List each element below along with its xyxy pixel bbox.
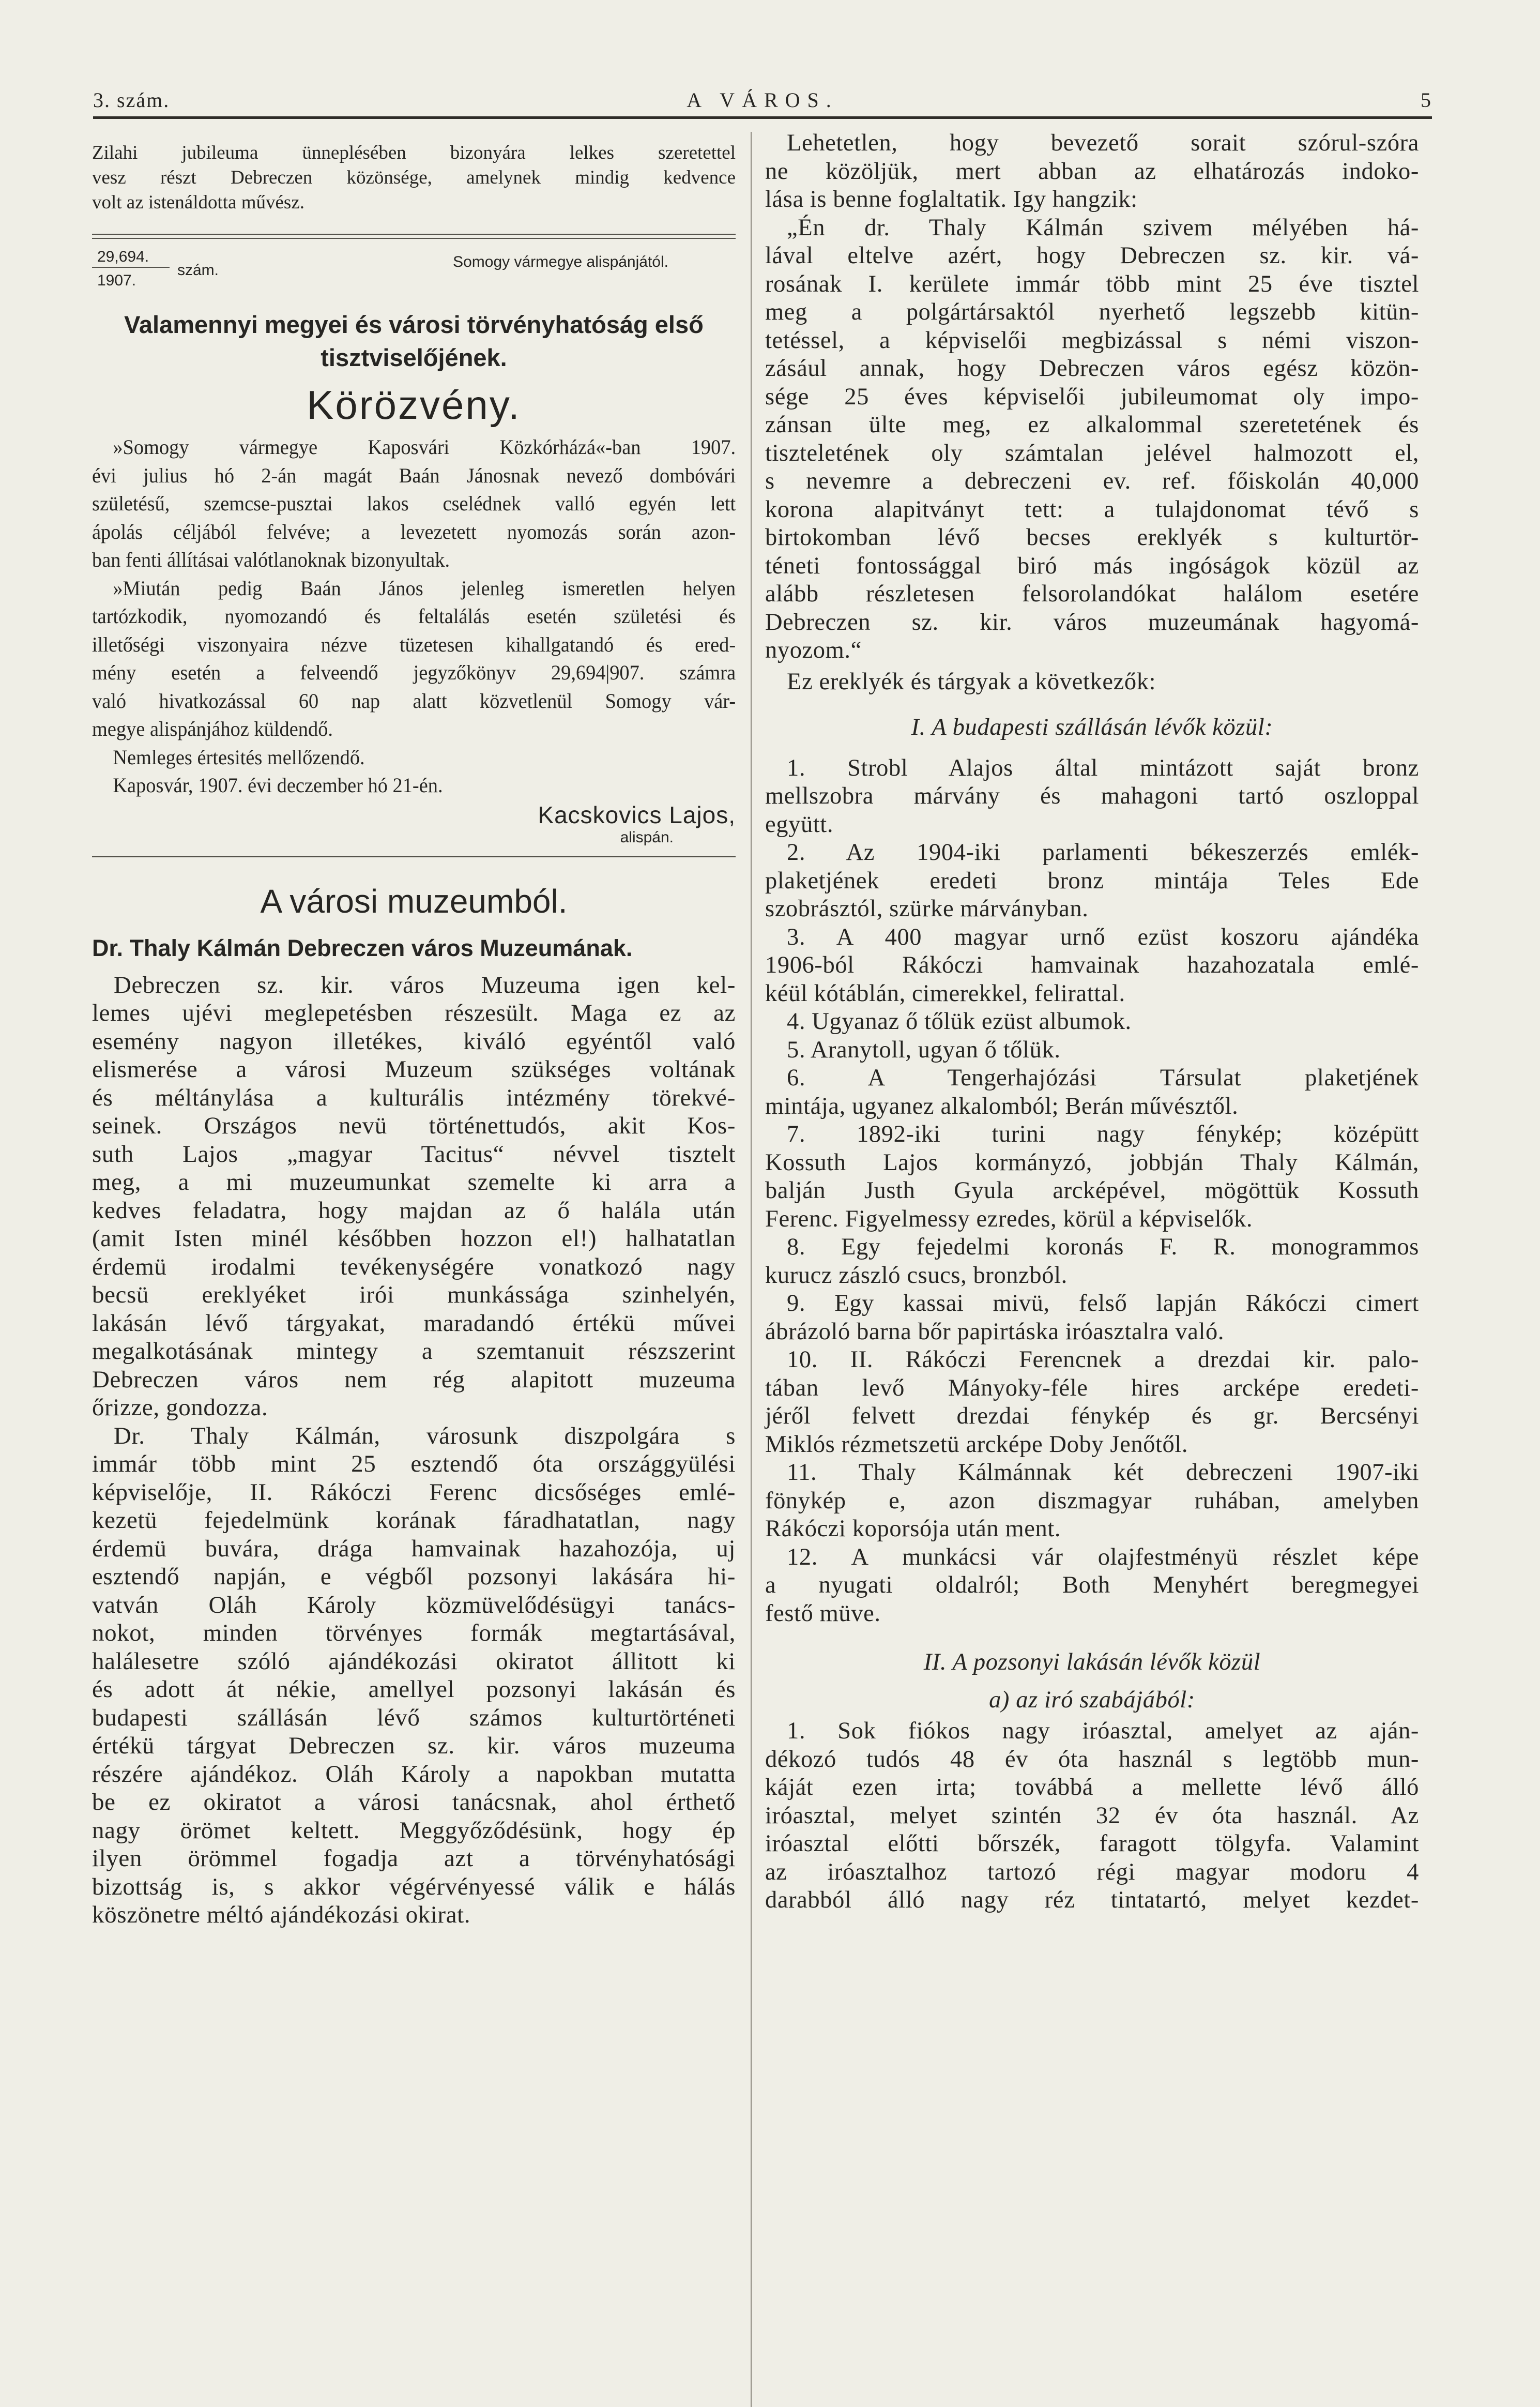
text-line: volt az istenáldotta művész. bbox=[92, 192, 304, 213]
list-item-line: 9. Egy kassai mivü, felső lapján Rákóczi cimert bbox=[787, 1290, 1419, 1316]
text-line: megalkotásának mintegy a szemtanuit részszerint bbox=[92, 1338, 736, 1365]
text-line: elismerése a városi Muzeum szükséges voltának bbox=[92, 1056, 736, 1083]
text-line: lása is benne foglaltatik. Igy hangzik: bbox=[765, 186, 1138, 213]
list-item-line: kéül kótáblán, cimerekkel, felirattal. bbox=[765, 980, 1125, 1007]
list-item-line: darabból álló nagy réz tintatartó, melyet kezdet- bbox=[765, 1887, 1419, 1913]
page-number: 5 bbox=[1421, 88, 1432, 112]
text-line: tartózkodik, nyomozandó és feltalálás esetén születési és bbox=[92, 604, 736, 628]
text-line: seinek. Országos nevü történettudós, akit Kos- bbox=[92, 1112, 736, 1139]
text-line: suth Lajos „magyar Tacitus“ névvel tisztelt bbox=[92, 1140, 736, 1168]
list-item-line: szobrásztól, szürke márványban. bbox=[765, 896, 1089, 922]
text-line: megye alispánjához küldendő. bbox=[92, 717, 333, 740]
list-item-line: iróasztal előtti bőrszék, faragott tölgyfa. Valamint bbox=[765, 1830, 1419, 1857]
text-line: birtokomban lévő becses ereklyék s kulturtör- bbox=[765, 524, 1419, 551]
list-item-line: 1906-ból Rákóczi hamvainak hazahozatala emlé- bbox=[765, 952, 1419, 978]
text-line: és méltánylása a kulturális intézmény törekvé- bbox=[92, 1084, 736, 1111]
section-2-heading: II. A pozsonyi lakásán lévők közül bbox=[923, 1649, 1261, 1675]
items-list-2 bbox=[765, 1717, 1419, 1915]
list-item-line: dékozó tudós 48 év óta használ s legtöbb mun- bbox=[765, 1746, 1419, 1773]
list-item-line: jéről felvett drezdai fénykép és gr. Bercsényi bbox=[765, 1403, 1419, 1429]
text-line: ban fenti állításai valótlanoknak bizonyultak. bbox=[92, 548, 450, 571]
header-rule bbox=[93, 116, 1432, 119]
text-line: Dr. Thaly Kálmán, városunk diszpolgára s bbox=[114, 1422, 736, 1449]
text-line: érdemü buvára, drága hamvainak hazahozója, uj bbox=[92, 1535, 736, 1562]
text-line: zánsan ülte meg, ez alkalommal szeretetének és bbox=[765, 412, 1419, 438]
newspaper-title: A VÁROS. bbox=[687, 88, 838, 112]
ref-fraction-line bbox=[92, 267, 170, 268]
text-line: vesz részt Debreczen közönsége, amelynek mindig kedvence bbox=[92, 167, 736, 188]
list-item-line: Rákóczi koporsója után ment. bbox=[765, 1516, 1061, 1542]
text-line: ne közöljük, mert abban az elhatározás indoko- bbox=[765, 158, 1419, 185]
text-line: Debreczen sz. kir. város muzeumának hagyomá- bbox=[765, 609, 1419, 635]
text-line: s nevemre a debreczeni ev. ref. főiskolán 40,000 bbox=[765, 468, 1419, 494]
text-line: tisztviselőjének. bbox=[321, 344, 507, 371]
text-line: Lehetetlen, hogy bevezető sorait szórul-szóra bbox=[787, 130, 1419, 156]
text-line: mény esetén a felveendő jegyzőkönyv 29,694|907. számra bbox=[92, 661, 736, 684]
list-item-line: 8. Egy fejedelmi koronás F. R. monogrammos bbox=[787, 1234, 1419, 1260]
text-line: (amit Isten minél későbben hozzon el!) halhatatlan bbox=[92, 1225, 736, 1252]
text-line: Zilahi jubileuma ünneplésében bizonyára lelkes szeretettel bbox=[92, 142, 736, 163]
text-line: ápolás céljából felvéve; a levezetett nyomozás során azon- bbox=[92, 520, 736, 543]
text-line: köszönetre méltó ajándékozási okirat. bbox=[92, 1901, 471, 1928]
list-item-line: mellszobra márvány és mahagoni tartó oszloppal bbox=[765, 783, 1419, 809]
column-divider bbox=[751, 132, 752, 2407]
issue-number: 3. szám. bbox=[93, 88, 170, 112]
list-item-line: ábrázoló barna bőr papirtáska iróasztalra való. bbox=[765, 1318, 1225, 1345]
text-line: esemény nagyon illetékes, kiváló egyéntől való bbox=[92, 1027, 736, 1055]
text-line: lával eltelve azért, hogy Debreczen sz. kir. vá- bbox=[765, 243, 1419, 269]
circular-address bbox=[92, 308, 736, 374]
list-item-line: Kossuth Lajos kormányzó, jobbján Thaly Kálmán, bbox=[765, 1149, 1419, 1176]
list-item-line: 12. A munkácsi vár olajfestményü részlet képe bbox=[787, 1543, 1419, 1570]
text-line: lakásán lévő tárgyakat, maradandó értékü művei bbox=[92, 1309, 736, 1337]
text-line: tetéssel, a képviselői megbizással s némi viszon- bbox=[765, 327, 1419, 354]
text-line: értékü tárgyat Debreczen sz. kir. város muzeuma bbox=[92, 1732, 736, 1759]
text-line: érdemü irodalmi tevékenységére vonatkozó nagy bbox=[92, 1253, 736, 1280]
article-body bbox=[92, 971, 736, 1929]
text-line: sége 25 éves képviselői jubileumomat oly impo- bbox=[765, 383, 1419, 410]
article-subtitle: Dr. Thaly Kálmán Debreczen város Muzeumának. bbox=[92, 934, 633, 961]
list-item-line: 11. Thaly Kálmánnak két debreczeni 1907-iki bbox=[787, 1459, 1419, 1486]
zilahi-paragraph bbox=[92, 141, 736, 215]
intro-paragraph bbox=[765, 129, 1419, 665]
text-line: rosának I. kerülete immár több mint 25 éve tisztel bbox=[765, 270, 1419, 297]
text-line: zásául annak, hogy Debreczen város egész közön- bbox=[765, 355, 1419, 382]
text-line: ilyen örömmel fogadja azt a törvényhatósági bbox=[92, 1845, 736, 1872]
text-line: őrizze, gondozza. bbox=[92, 1394, 268, 1421]
text-line: »Somogy vármegye Kaposvári Közkórházá«-ban 1907. bbox=[113, 435, 736, 459]
text-line: meg, a mi muzeumunkat szemelte ki arra a bbox=[92, 1169, 736, 1195]
items-intro: Ez ereklyék és tárgyak a következők: bbox=[787, 668, 1156, 695]
text-line: évi julius hó 2-án magát Baán Jánosnak nevező dombóvári bbox=[92, 463, 736, 487]
text-line: nokot, minden törvényes formák megtartásával, bbox=[92, 1619, 736, 1646]
list-item-line: iróasztal, melyet szintén 32 év óta használ. Az bbox=[765, 1802, 1419, 1829]
text-line: korona alapitványt tett: a tulajdonomat tévő s bbox=[765, 496, 1419, 523]
text-line: immár több mint 25 esztendő óta országgyülési bbox=[92, 1450, 736, 1477]
signature-title: alispán. bbox=[620, 828, 674, 846]
section-1-heading: I. A budapesti szállásán lévők közül: bbox=[911, 714, 1273, 740]
text-line: kedves feladatra, hogy majdan az ő halála után bbox=[92, 1197, 736, 1224]
list-item-line: 7. 1892-iki turini nagy fénykép; középütt bbox=[787, 1121, 1419, 1147]
text-line: tiszteletének oly számtalan jelével halmozott el, bbox=[765, 440, 1419, 466]
text-line: bizottság is, s akkor végérvényessé válik e hálás bbox=[92, 1873, 736, 1900]
list-item-line: 10. II. Rákóczi Ferencnek a drezdai kir. palo- bbox=[787, 1346, 1419, 1373]
text-line: Kaposvár, 1907. évi deczember hó 21-én. bbox=[113, 774, 443, 797]
text-line: való hivatkozással 60 nap alatt közvetlenül Somogy vár- bbox=[92, 689, 736, 713]
text-line: becsü ereklyéket irói munkássága szinhelyén, bbox=[92, 1281, 736, 1308]
text-line: kezetü fejedelmünk korának fáradhatatlan, nagy bbox=[92, 1507, 736, 1534]
list-item-line: mintája, ugyanez alkalomból; Berán művésztől. bbox=[765, 1093, 1239, 1119]
section-rule bbox=[92, 856, 736, 857]
section-2-subheading: a) az iró szabájából: bbox=[989, 1686, 1195, 1713]
section-double-rule bbox=[92, 234, 736, 239]
text-line: nyozom.“ bbox=[765, 637, 862, 663]
right-column bbox=[765, 129, 1419, 1915]
left-column bbox=[92, 129, 736, 1929]
list-item-line: balján Justh Gyula arcképével, mögöttük Kossuth bbox=[765, 1177, 1419, 1204]
list-item-line: 2. Az 1904-iki parlamenti békeszerzés emlék- bbox=[787, 839, 1419, 866]
list-item-line: 1. Strobl Alajos által mintázott saját bronz bbox=[787, 754, 1419, 781]
list-item-line: együtt. bbox=[765, 811, 834, 838]
text-line: részére ajándékoz. Oláh Károly a napokban mutatta bbox=[92, 1760, 736, 1788]
text-line: vatván Oláh Károly közmüvelődésügyi tanács- bbox=[92, 1591, 736, 1618]
list-item-line: Miklós rézmetszetü arcképe Doby Jenőtől. bbox=[765, 1431, 1188, 1458]
list-item-line: az iróasztalhoz tartozó régi magyar modoru 4 bbox=[765, 1858, 1419, 1885]
ref-from: Somogy vármegye alispánjától. bbox=[453, 253, 668, 270]
list-item-line: 5. Aranytoll, ugyan ő tőlük. bbox=[787, 1036, 1061, 1063]
list-item-line: festő müve. bbox=[765, 1600, 881, 1627]
list-item-line: káját ezen irta; továbbá a mellette lévő álló bbox=[765, 1774, 1419, 1800]
list-item-line: 4. Ugyanaz ő tőlük ezüst albumok. bbox=[787, 1008, 1132, 1035]
ref-number: 29,694. bbox=[97, 248, 149, 265]
list-item-line: 3. A 400 magyar urnő ezüst koszoru ajándéka bbox=[787, 924, 1419, 950]
list-item-line: 1. Sok fiókos nagy iróasztal, amelyet az aján- bbox=[787, 1718, 1419, 1744]
circular-title: Körözvény. bbox=[307, 382, 521, 428]
list-item-line: tában levő Mányoky-féle hires arcképe eredeti- bbox=[765, 1374, 1419, 1401]
list-item-line: Ferenc. Figyelmessy ezredes, körül a képviselők. bbox=[765, 1205, 1253, 1232]
list-item-line: 6. A Tengerhajózási Társulat plaketjének bbox=[787, 1065, 1419, 1091]
list-item-line: a nyugati oldalról; Both Menyhért beregmegyei bbox=[765, 1572, 1419, 1598]
text-line: »Miután pedig Baán János jelenleg ismeretlen helyen bbox=[113, 576, 736, 600]
list-item-line: kurucz zászló csucs, bronzból. bbox=[765, 1262, 1068, 1289]
text-line: „Én dr. Thaly Kálmán szivem mélyében há- bbox=[787, 214, 1419, 241]
text-line: lemes ujévi meglepetésben részesült. Maga ez az bbox=[92, 1000, 736, 1026]
text-line: és adott át nékie, amellyel pozsonyi lakásán és bbox=[92, 1676, 736, 1703]
text-line: képviselője, II. Rákóczi Ferenc dicsőséges emlé- bbox=[92, 1478, 736, 1506]
text-line: születésű, szemcse-pusztai lakos cselédnek valló egyén lett bbox=[92, 492, 736, 515]
list-item-line: fönykép e, azon diszmagyar ruhában, amelyben bbox=[765, 1487, 1419, 1514]
ref-label: szám. bbox=[177, 262, 219, 279]
text-line: budapesti szállásán lévő számos kulturtörténeti bbox=[92, 1704, 736, 1731]
text-line: illetőségi viszonyaira nézve tüzetesen kihallgatandó és ered- bbox=[92, 632, 736, 656]
running-head bbox=[93, 88, 1432, 119]
ref-year: 1907. bbox=[97, 272, 136, 289]
list-item-line: plaketjének eredeti bronz mintája Teles Ede bbox=[765, 867, 1419, 894]
text-line: Valamennyi megyei és városi törvényhatóság első bbox=[124, 311, 704, 338]
text-line: nagy örömet keltett. Meggyőződésünk, hogy ép bbox=[92, 1816, 736, 1844]
text-line: Debreczen sz. kir. város Muzeuma igen kel- bbox=[114, 971, 736, 998]
text-line: meg a polgártársaktól nyerhető legszebb kitün- bbox=[765, 299, 1419, 325]
text-line: halálesetre szóló ajándékozási okiratot állitott ki bbox=[92, 1647, 736, 1675]
circular-text bbox=[92, 433, 736, 800]
text-line: Nemleges értesités mellőzendő. bbox=[113, 745, 365, 769]
items-list-1 bbox=[765, 754, 1419, 1628]
text-line: esztendő napján, e végből pozsonyi lakására hi- bbox=[92, 1563, 736, 1590]
text-line: be ez okiratot a városi tanácsnak, ahol érthető bbox=[92, 1789, 736, 1815]
text-line: Debreczen város nem rég alapitott muzeuma bbox=[92, 1366, 736, 1393]
signature-name: Kacskovics Lajos, bbox=[538, 801, 736, 828]
reference-block bbox=[92, 239, 736, 301]
text-line: alább részletesen felsorolandókat halálom esetére bbox=[765, 581, 1419, 607]
text-line: téneti fontossággal biró más ingóságok közül az bbox=[765, 552, 1419, 579]
article-title: A városi muzeumból. bbox=[260, 882, 568, 920]
